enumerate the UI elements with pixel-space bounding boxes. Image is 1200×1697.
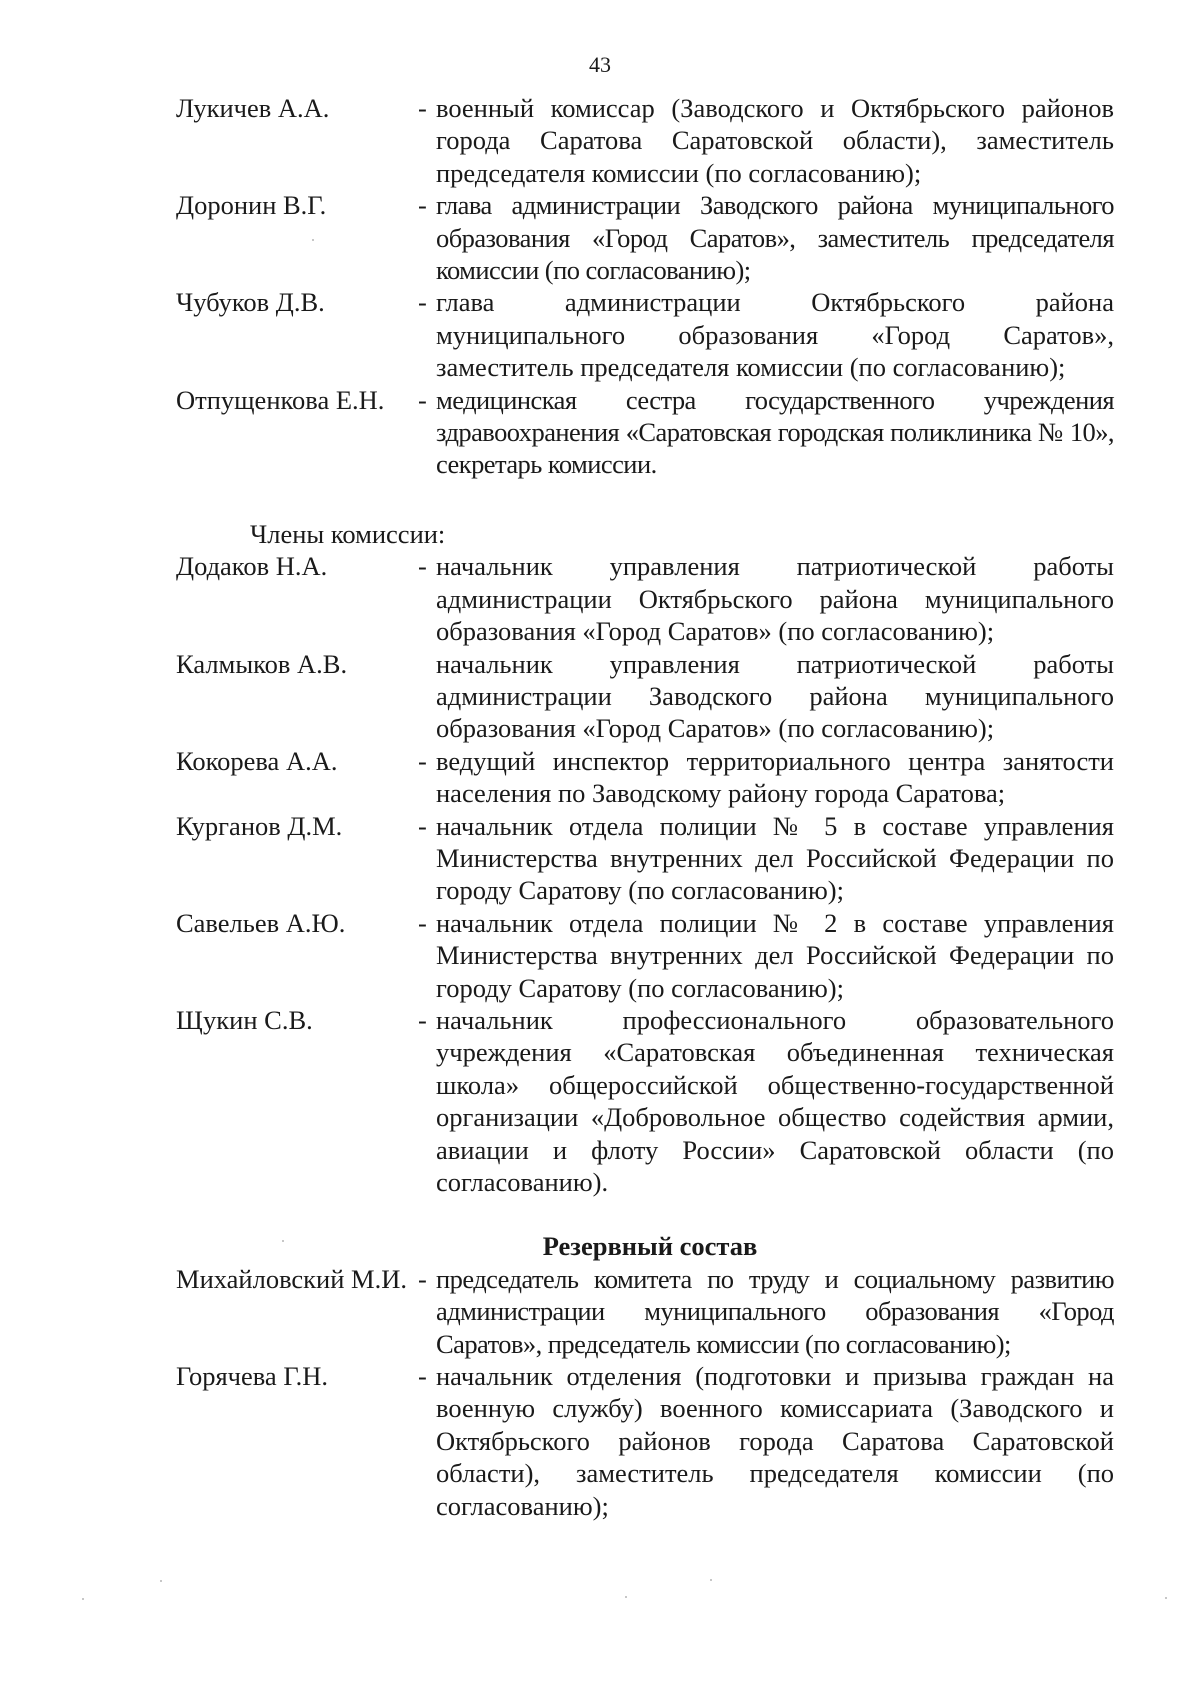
member-entry <box>176 286 1114 383</box>
member-dash: - <box>418 190 427 221</box>
member-position: начальник отдела полиции № 5 в составе управления Министерства внутренних дел Российской Федерации по городу Саратову (по согласованию); <box>436 810 1114 906</box>
member-name: Михайловский М.И. <box>176 1263 407 1294</box>
member-entry <box>176 384 1114 481</box>
member-position: глава администрации Октябрьского района муниципального образования «Город Саратов», заместитель председателя комиссии (по согласованию); <box>436 287 1114 383</box>
member-position: глава администрации Заводского района муниципального образования «Город Саратов», заместитель председателя комиссии (по согласованию); <box>436 190 1114 286</box>
scan-speck <box>282 1240 284 1242</box>
member-position: медицинская сестра государственного учреждения здравоохранения «Саратовская городская поликлиника № 10», секретарь комиссии. <box>436 384 1114 480</box>
member-dash: - <box>418 907 427 938</box>
member-position: председатель комитета по труду и социальному развитию администрации муниципального образования «Город Саратов», председатель комиссии (по согласованию); <box>436 1263 1114 1359</box>
scan-speck <box>312 239 314 241</box>
member-dash: - <box>418 1263 427 1294</box>
scan-speck <box>160 1580 162 1582</box>
member-dash: - <box>418 551 427 582</box>
member-name: Доронин В.Г. <box>176 190 327 221</box>
member-name: Додаков Н.А. <box>176 551 328 582</box>
member-position: военный комиссар (Заводского и Октябрьского районов города Саратова Саратовской области), заместитель председателя комиссии (по согласованию); <box>436 93 1114 188</box>
members-heading: Члены комиссии: <box>250 518 446 549</box>
member-name: Кокорева А.А. <box>176 745 338 776</box>
member-position: начальник управления патриотической работы администрации Заводского района муниципального образования «Город Саратов» (по согласованию); <box>436 648 1114 744</box>
scan-speck <box>625 1596 627 1598</box>
member-dash: - <box>418 745 427 776</box>
member-name: Курганов Д.М. <box>176 810 343 841</box>
scan-speck <box>1165 1597 1167 1599</box>
document-body <box>0 92 1200 1522</box>
member-position: начальник отдела полиции № 2 в составе управления Министерства внутренних дел Российской Федерации по городу Саратову (по согласованию); <box>436 907 1114 1003</box>
member-name: Чубуков Д.В. <box>176 287 325 318</box>
member-position: начальник отделения (подготовки и призыва граждан на военную службу) военного комиссариата (Заводского и Октябрьского районов города Саратова Саратовской области), заместитель председателя комиссии (по согласованию); <box>436 1361 1114 1521</box>
member-name: Калмыков А.В. <box>176 648 348 679</box>
member-name: Савельев А.Ю. <box>176 907 346 938</box>
member-dash: - <box>418 287 427 318</box>
member-entry <box>176 745 1114 810</box>
member-dash: - <box>418 810 427 841</box>
member-name: Щукин С.В. <box>176 1004 313 1035</box>
member-name: Лукичев А.А. <box>176 93 330 123</box>
member-position: начальник управления патриотической работы администрации Октябрьского района муниципального образования «Город Саратов» (по согласованию); <box>436 551 1114 647</box>
member-entry <box>176 92 1114 189</box>
scan-speck <box>710 1579 712 1581</box>
reserve-heading: Резервный состав <box>542 1231 758 1262</box>
member-entry <box>176 1004 1114 1198</box>
member-entry <box>176 189 1114 286</box>
page-number: 43 <box>589 52 611 77</box>
spacer <box>0 481 1200 518</box>
member-position: начальник профессионального образовательного учреждения «Саратовская объединенная техническая школа» общероссийской общественно-государственной организации «Добровольное общество содействия армии, авиации и флоту России» Саратовской области (по согласованию). <box>436 1004 1114 1197</box>
scan-speck <box>82 1598 84 1600</box>
member-dash: - <box>418 1004 427 1035</box>
member-entry <box>176 550 1114 647</box>
member-dash: - <box>418 384 427 415</box>
member-dash: - <box>418 1361 427 1392</box>
member-entry <box>176 1263 1114 1360</box>
member-entry <box>176 1360 1114 1522</box>
spacer <box>0 1198 1200 1230</box>
member-entry <box>176 907 1114 1004</box>
member-dash: - <box>418 93 427 123</box>
member-name: Горячева Г.Н. <box>176 1361 329 1392</box>
member-name: Отпущенкова Е.Н. <box>176 384 385 415</box>
member-entry <box>176 648 1114 745</box>
member-entry <box>176 810 1114 907</box>
member-position: ведущий инспектор территориального центра занятости населения по Заводскому району города Саратова; <box>436 745 1114 809</box>
